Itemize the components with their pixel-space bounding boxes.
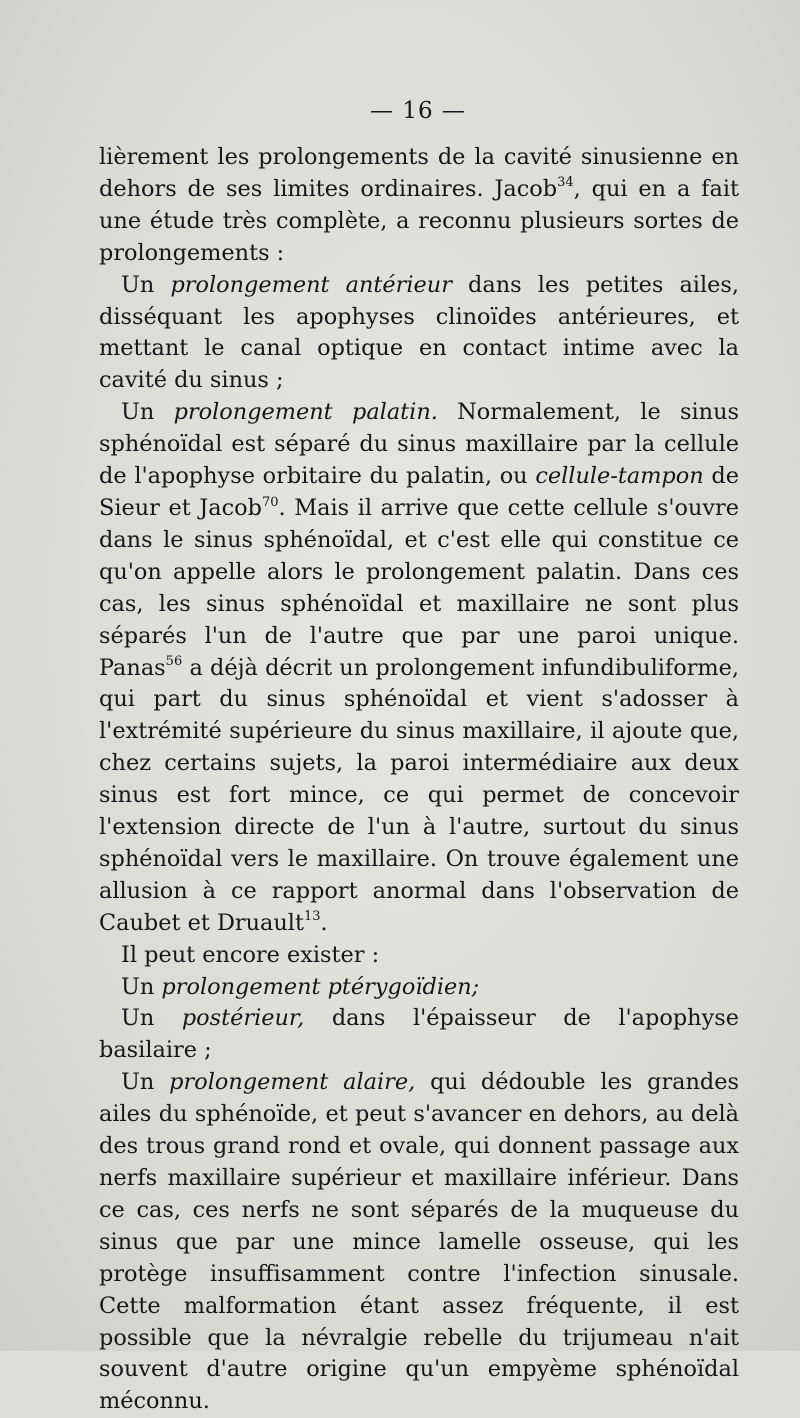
reference-number: 70 xyxy=(261,494,279,510)
text-run: . xyxy=(320,909,328,936)
reference-number: 56 xyxy=(165,654,183,670)
text-run: Un xyxy=(121,399,174,426)
italic-term: prolongement alaire, xyxy=(169,1069,416,1096)
text-run: Un xyxy=(121,271,171,298)
text-run: . Mais il arrive que cette cellule s'ouvre dans le sinus sphénoïdal, et c'est elle qui constitue ce qu'on appelle alors le prolongement palatin. Dans ces cas, les sinus sphénoïdal et maxillaire ne sont plus séparés l'un de l'autre que par une paroi unique. Panas xyxy=(99,494,739,681)
reference-number: 34 xyxy=(557,175,574,191)
paragraph-2 xyxy=(99,270,739,398)
paragraph-6 xyxy=(99,1003,739,1067)
text-run: a déjà décrit un prolongement infundibuliforme, qui part du sinus sphénoïdal et vient s'adosser à l'extrémité supérieure du sinus maxillaire, il ajoute que, chez certains sujets, la paroi intermédiaire aux deux sinus est fort mince, ce qui permet de concevoir l'extension directe de l'un à l'autre, surtout du sinus sphénoïdal vers le maxillaire. On trouve également une allusion à ce rapport anormal dans l'observation de Caubet et Druault xyxy=(99,654,739,936)
reference-number: 13 xyxy=(303,909,321,925)
text-run: qui dédouble les grandes ailes du sphénoïde, et peut s'avancer en dehors, au delà des trous grand rond et ovale, qui donnent passage aux nerfs maxillaire supérieur et maxillaire inférieur. Dans ce cas, ces nerfs ne sont séparés de la muqueuse du sinus que par une mince lamelle osseuse, qui les protège insuffisamment contre l'infection sinusale. Cette malformation étant assez fréquente, il est possible que la névralgie rebelle du trijumeau n'ait souvent d'autre origine qu'un empyème sphénoïdal méconnu. xyxy=(99,1069,739,1415)
text-run: Normalement, le sinus sphénoïdal est séparé du sinus maxillaire par la cellule de l'apophyse orbitaire du palatin, ou xyxy=(99,399,739,490)
paragraph-3 xyxy=(99,397,739,939)
italic-term: prolongement antérieur xyxy=(170,271,452,298)
italic-term: prolongement palatin. xyxy=(173,399,438,426)
text-run: dans l'épaisseur de l'apophyse basilaire ; xyxy=(99,1005,739,1064)
italic-term: cellule-tampon xyxy=(535,463,704,490)
text-run: Un xyxy=(121,1069,170,1096)
text-run: de Sieur et Jacob xyxy=(99,463,739,521)
paragraph-1 xyxy=(99,142,739,270)
paragraph-5 xyxy=(99,972,739,1004)
text-run: Un xyxy=(121,1005,182,1032)
page-number: — 16 — xyxy=(370,98,466,124)
body-text xyxy=(99,142,739,1418)
paragraph-4: Il peut encore exister : xyxy=(121,941,380,968)
text-run: , qui en a fait une étude très complète, a reconnu plusieurs sortes de prolongements : xyxy=(99,175,739,266)
italic-term: prolongement ptérygoïdien; xyxy=(161,973,480,1000)
text-run: Un xyxy=(121,973,162,1000)
text-run: dans les petites ailes, disséquant les apophyses clinoïdes antérieures, et mettant le canal optique en contact intime avec la cavité du sinus ; xyxy=(99,271,739,394)
paragraph-7 xyxy=(99,1067,739,1418)
text-run: lièrement les prolongements de la cavité sinusienne en dehors de ses limites ordinaires. Jacob xyxy=(99,144,739,202)
italic-term: postérieur, xyxy=(181,1005,305,1032)
